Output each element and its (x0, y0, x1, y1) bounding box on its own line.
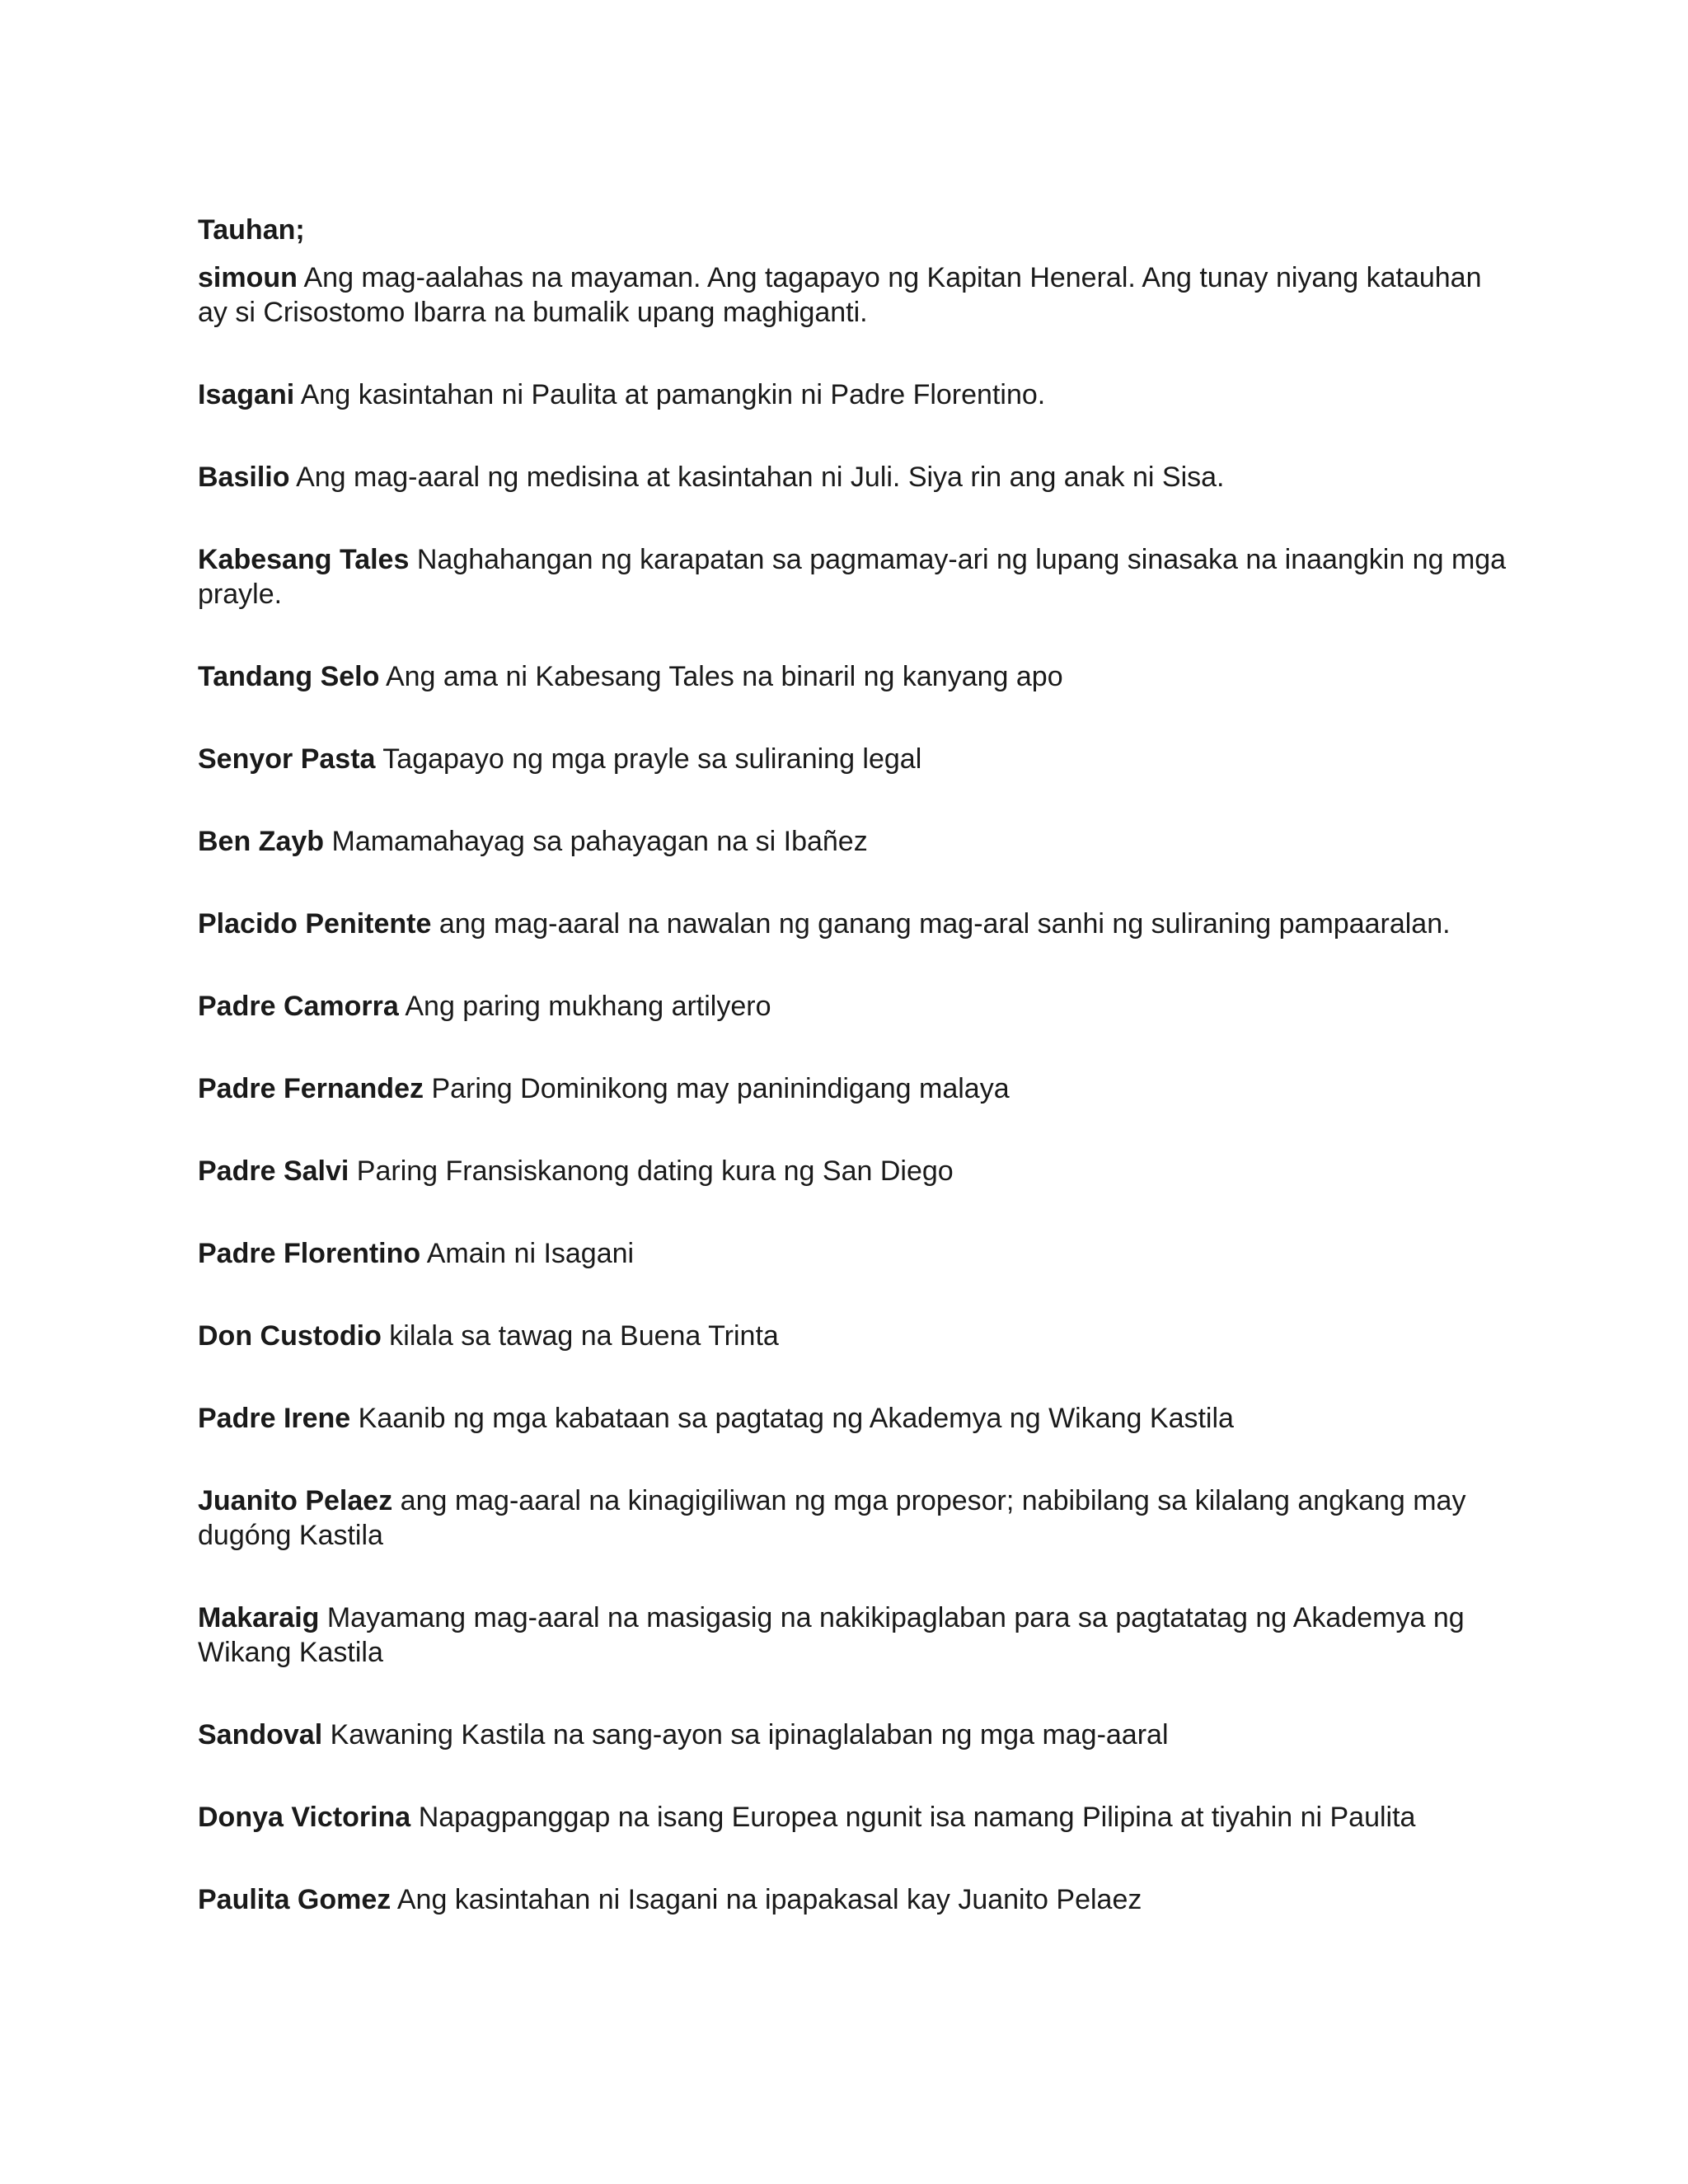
character-name: Padre Irene (198, 1403, 351, 1434)
character-name: Donya Victorina (198, 1802, 411, 1833)
character-entry (198, 1401, 1517, 1436)
character-name: Senyor Pasta (198, 743, 376, 775)
character-name: Tandang Selo (198, 661, 380, 692)
character-entry (198, 377, 1517, 412)
character-entry (198, 907, 1517, 941)
character-name: Padre Fernandez (198, 1073, 424, 1104)
character-name: Paulita Gomez (198, 1884, 392, 1915)
character-entry (198, 1882, 1517, 1917)
character-description: Mamamahayag sa pahayagan na si Ibañez (331, 826, 868, 857)
character-description: Napagpanggap na isang Europea ngunit isa namang Pilipina at tiyahin ni Paulita (418, 1802, 1416, 1833)
character-description: ang mag-aaral na nawalan ng ganang mag-aral sanhi ng suliraning pampaaralan. (438, 908, 1451, 940)
character-description: Ang ama ni Kabesang Tales na binaril ng kanyang apo (385, 661, 1063, 692)
character-entry (198, 1800, 1517, 1835)
character-name: Basilio (198, 462, 290, 493)
character-entry (198, 742, 1517, 776)
character-entry (198, 1483, 1517, 1553)
character-description: Amain ni Isagani (426, 1238, 635, 1269)
character-description: Ang kasintahan ni Isagani na ipapakasal kay Juanito Pelaez (396, 1884, 1142, 1915)
document-page (198, 213, 1517, 1917)
character-name: Sandoval (198, 1719, 323, 1750)
character-entry (198, 1718, 1517, 1752)
character-description: Paring Fransiskanong dating kura ng San Diego (356, 1155, 954, 1187)
character-description: ang mag-aaral na kinagigiliwan ng mga propesor; nabibilang sa kilalang angkang may dugóng Kastila (198, 1485, 1466, 1551)
character-description: Mayamang mag-aaral na masigasig na nakikipaglaban para sa pagtatatag ng Akademya ng Wikang Kastila (198, 1602, 1465, 1668)
character-name: simoun (198, 262, 298, 293)
character-entry (198, 989, 1517, 1024)
character-description: Ang kasintahan ni Paulita at pamangkin ni Padre Florentino. (300, 379, 1046, 410)
character-description: Naghahangan ng karapatan sa pagmamay-ari ng lupang sinasaka na inaangkin ng mga prayle. (198, 544, 1507, 610)
character-name: Don Custodio (198, 1320, 382, 1352)
character-name: Makaraig (198, 1602, 320, 1633)
character-entry (198, 1319, 1517, 1353)
character-name: Padre Florentino (198, 1238, 421, 1269)
character-entry (198, 542, 1517, 612)
character-name: Ben Zayb (198, 826, 325, 857)
character-entry (198, 460, 1517, 494)
character-name: Isagani (198, 379, 295, 410)
character-description: Kaanib ng mga kabataan sa pagtatag ng Akademya ng Wikang Kastila (358, 1403, 1234, 1434)
character-description: Ang paring mukhang artilyero (405, 991, 771, 1022)
character-name: Padre Salvi (198, 1155, 349, 1187)
character-name: Padre Camorra (198, 991, 399, 1022)
character-description: Ang mag-aaral ng medisina at kasintahan ni Juli. Siya rin ang anak ni Sisa. (296, 462, 1225, 493)
document-heading: Tauhan; (198, 214, 305, 246)
character-entry (198, 659, 1517, 694)
character-entry (198, 260, 1517, 330)
character-description: Ang mag-aalahas na mayaman. Ang tagapayo ng Kapitan Heneral. Ang tunay niyang katauhan ay si Crisostomo Ibarra na bumalik upang maghiganti. (198, 262, 1482, 328)
character-entry (198, 1154, 1517, 1188)
character-entry (198, 1071, 1517, 1106)
character-name: Juanito Pelaez (198, 1485, 393, 1516)
character-description: kilala sa tawag na Buena Trinta (389, 1320, 779, 1352)
character-name: Placido Penitente (198, 908, 432, 940)
character-name: Kabesang Tales (198, 544, 410, 575)
character-entry (198, 1601, 1517, 1670)
character-description: Kawaning Kastila na sang-ayon sa ipinaglalaban ng mga mag-aaral (330, 1719, 1169, 1750)
character-description: Tagapayo ng mga prayle sa suliraning legal (382, 743, 922, 775)
character-description: Paring Dominikong may paninindigang malaya (431, 1073, 1010, 1104)
character-entry (198, 1236, 1517, 1271)
character-entry (198, 824, 1517, 859)
